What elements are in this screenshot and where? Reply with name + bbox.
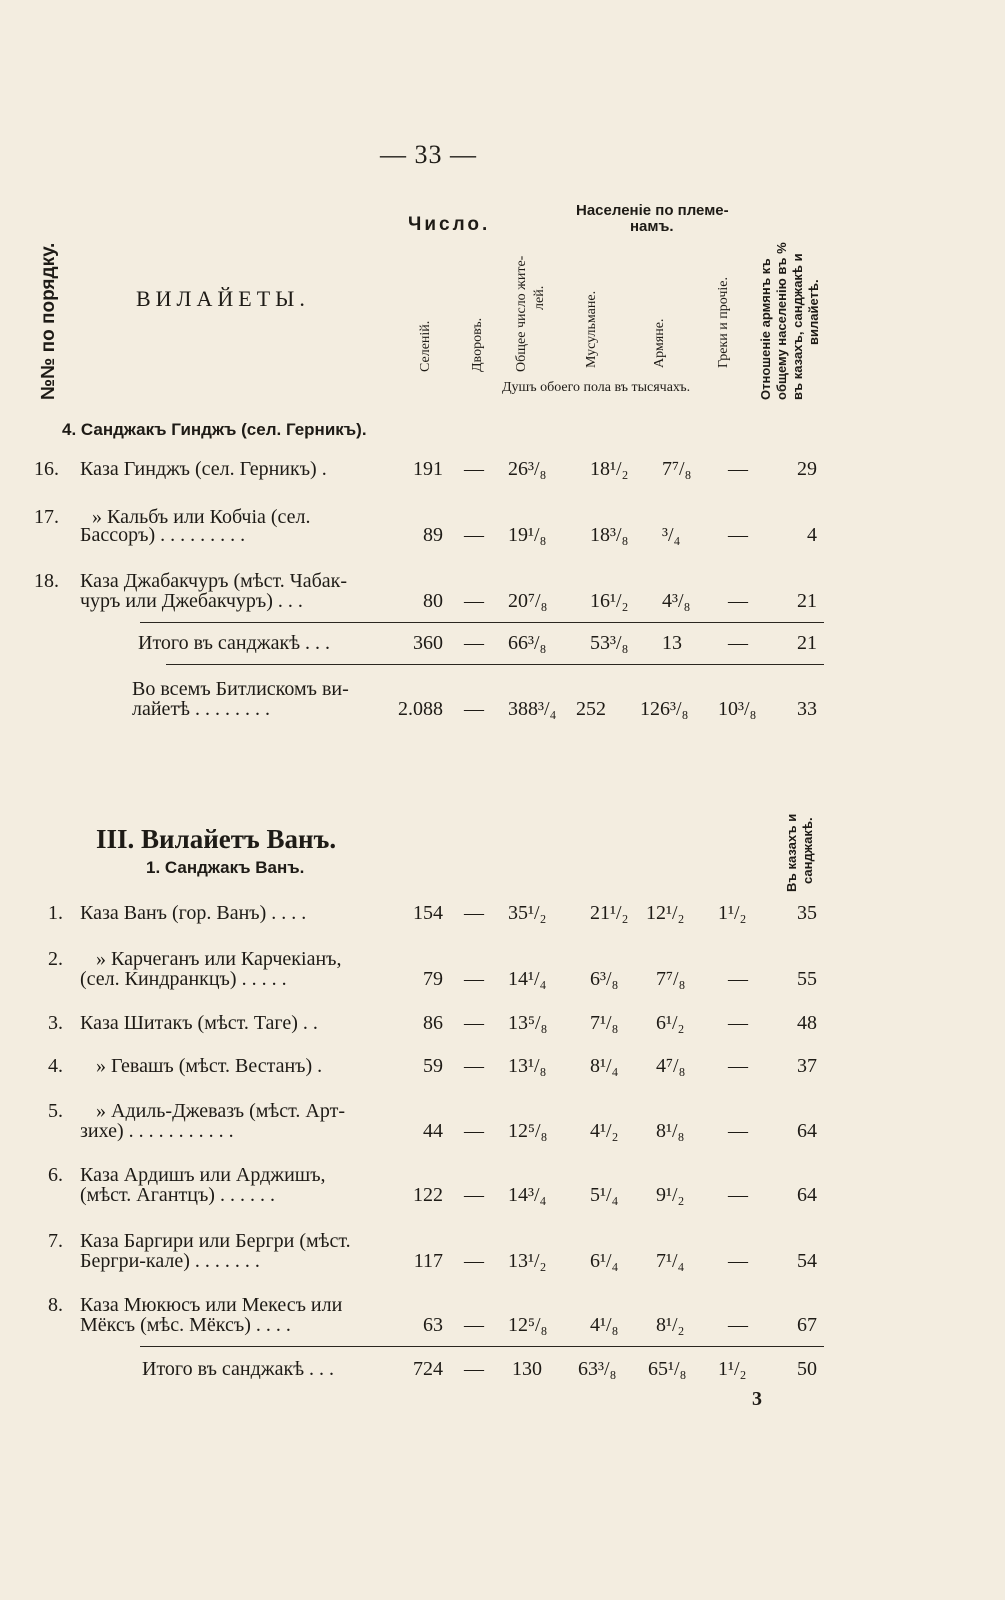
header-chislo: Число.: [408, 214, 491, 235]
cell-armyane: 7¹/₄: [656, 1250, 685, 1272]
header-obshchee: Общее число жите-: [514, 255, 529, 372]
cell-seleniy: 360: [413, 632, 443, 654]
table-row: [0, 458, 1005, 486]
cell-dvorov: —: [464, 632, 484, 654]
cell-seleniy: 44: [423, 1120, 443, 1142]
cell-greki: —: [728, 1250, 748, 1272]
row-number: 3.: [48, 1012, 63, 1034]
cell-total: 19¹/₈: [508, 524, 547, 546]
cell-percent: 21: [797, 590, 817, 612]
cell-greki: —: [728, 968, 748, 990]
cell-seleniy: 59: [423, 1055, 443, 1077]
cell-musulmane: 7¹/₈: [590, 1012, 619, 1034]
cell-seleniy: 191: [413, 458, 443, 480]
cell-dvorov: —: [464, 968, 484, 990]
cell-greki: —: [728, 632, 748, 654]
row-name: Каза Ардишъ или Арджишъ,: [80, 1164, 326, 1186]
cell-total: 12⁵/₈: [508, 1314, 548, 1336]
row-name-continued: зихе) . . . . . . . . . . .: [80, 1120, 234, 1142]
cell-total: 388³/₄: [508, 698, 557, 720]
row-number: 16.: [34, 458, 59, 480]
page-number: — 33 —: [380, 140, 477, 169]
total-label: Итого въ санджакѣ . . .: [142, 1358, 335, 1380]
cell-percent: 67: [797, 1314, 817, 1336]
cell-total: 66³/₈: [508, 632, 547, 654]
cell-percent: 54: [797, 1250, 817, 1272]
cell-musulmane: 21¹/₂: [590, 902, 629, 924]
header-dvorov: Дворовъ.: [470, 317, 485, 372]
header-naselenie: Населеніе по племе-: [576, 202, 729, 219]
header-musulmane: Мусульмане.: [584, 290, 599, 368]
cell-total: 12⁵/₈: [508, 1120, 548, 1142]
row-name: » Кальбъ или Кобчіа (сел.: [92, 506, 311, 528]
subsection-title-van: 1. Санджакъ Ванъ.: [146, 858, 305, 877]
cell-musulmane: 6³/₈: [590, 968, 619, 990]
header-otnoshenie-2: общему населенію въ %: [774, 242, 789, 400]
cell-musulmane: 4¹/₈: [590, 1314, 619, 1336]
table-row: [0, 902, 1005, 930]
divider: [140, 1346, 824, 1347]
cell-greki: —: [728, 1012, 748, 1034]
row-name: » Карчеганъ или Карчекіанъ,: [96, 948, 342, 970]
row-name-continued: чуръ или Джебакчуръ) . . .: [80, 590, 303, 612]
table-row: [0, 1314, 1005, 1342]
cell-seleniy: 724: [413, 1358, 443, 1380]
section-title-ginj: 4. Санджакъ Гинджъ (сел. Герникъ).: [62, 420, 367, 439]
row-number: 5.: [48, 1100, 63, 1122]
side-label-2: санджакѣ.: [800, 817, 815, 884]
cell-percent: 64: [797, 1184, 817, 1206]
cell-percent: 33: [797, 698, 817, 720]
cell-musulmane: 8¹/₄: [590, 1055, 619, 1077]
cell-total: 13¹/₈: [508, 1055, 547, 1077]
cell-total: 130: [512, 1358, 542, 1380]
cell-armyane: 7⁷/₈: [656, 968, 686, 990]
cell-seleniy: 2.088: [398, 698, 443, 720]
cell-armyane: ³/₄: [662, 524, 681, 546]
row-name: Каза Джабакчуръ (мѣст. Чабак-: [80, 570, 348, 592]
cell-total: 13¹/₂: [508, 1250, 547, 1272]
header-otnoshenie: Отношеніе армянъ къ: [758, 258, 773, 400]
grand-total-label-continued: лайетѣ . . . . . . . .: [132, 698, 271, 720]
cell-musulmane: 252: [576, 698, 606, 720]
cell-dvorov: —: [464, 1055, 484, 1077]
cell-total: 14¹/₄: [508, 968, 547, 990]
header-row-number: №№ по порядку.: [38, 242, 59, 400]
cell-seleniy: 80: [423, 590, 443, 612]
cell-dvorov: —: [464, 590, 484, 612]
cell-percent: 29: [797, 458, 817, 480]
cell-armyane: 4⁷/₈: [656, 1055, 686, 1077]
cell-greki: —: [728, 1184, 748, 1206]
cell-greki: —: [728, 1120, 748, 1142]
row-number: 4.: [48, 1055, 63, 1077]
cell-armyane: 13: [662, 632, 682, 654]
row-name: Каза Шитакъ (мѣст. Таге) . .: [80, 1012, 318, 1034]
row-name-continued: Мёксъ (мѣс. Мёксъ) . . . .: [80, 1314, 291, 1336]
table-row: [0, 524, 1005, 552]
cell-dvorov: —: [464, 902, 484, 924]
cell-total: 35¹/₂: [508, 902, 547, 924]
cell-greki: —: [728, 1314, 748, 1336]
cell-armyane: 7⁷/₈: [662, 458, 692, 480]
row-name-continued: Бергри-кале) . . . . . . .: [80, 1250, 260, 1272]
cell-greki: —: [728, 1055, 748, 1077]
cell-armyane: 9¹/₂: [656, 1184, 685, 1206]
cell-dvorov: —: [464, 1314, 484, 1336]
cell-greki: —: [728, 590, 748, 612]
cell-greki: —: [728, 524, 748, 546]
cell-musulmane: 18¹/₂: [590, 458, 629, 480]
cell-musulmane: 18³/₈: [590, 524, 629, 546]
cell-dvorov: —: [464, 698, 484, 720]
cell-seleniy: 117: [413, 1250, 443, 1272]
cell-percent: 55: [797, 968, 817, 990]
total-row: [0, 1358, 1005, 1386]
cell-greki: 10³/₈: [718, 698, 757, 720]
header-armyane: Армяне.: [652, 318, 667, 368]
divider: [166, 664, 824, 665]
cell-dvorov: —: [464, 458, 484, 480]
divider: [140, 622, 824, 623]
row-name: » Гевашъ (мѣст. Вестанъ) .: [96, 1055, 323, 1077]
table-row: [0, 590, 1005, 618]
table-row: [0, 1055, 1005, 1083]
cell-percent: 4: [807, 524, 817, 546]
row-name: Каза Баргири или Бергри (мѣст.: [80, 1230, 351, 1252]
row-name-continued: Бассоръ) . . . . . . . . .: [80, 524, 246, 546]
row-number: 17.: [34, 506, 59, 528]
row-number: 8.: [48, 1294, 63, 1316]
cell-dvorov: —: [464, 1012, 484, 1034]
row-number: 2.: [48, 948, 63, 970]
total-label: Итого въ санджакѣ . . .: [138, 632, 331, 654]
cell-greki: 1¹/₂: [718, 1358, 747, 1380]
header-seleniy: Селеній.: [418, 320, 433, 372]
cell-greki: 1¹/₂: [718, 902, 747, 924]
cell-total: 13⁵/₈: [508, 1012, 548, 1034]
cell-seleniy: 79: [423, 968, 443, 990]
row-name: Каза Мюкюсъ или Мекесъ или: [80, 1294, 343, 1316]
cell-total: 14³/₄: [508, 1184, 547, 1206]
total-row: [0, 632, 1005, 660]
cell-percent: 50: [797, 1358, 817, 1380]
cell-percent: 64: [797, 1120, 817, 1142]
cell-armyane: 126³/₈: [640, 698, 689, 720]
cell-armyane: 12¹/₂: [646, 902, 685, 924]
cell-total: 26³/₈: [508, 458, 547, 480]
row-number: 1.: [48, 902, 63, 924]
cell-seleniy: 89: [423, 524, 443, 546]
cell-dvorov: —: [464, 1358, 484, 1380]
header-naselenie-2: намъ.: [630, 218, 674, 235]
cell-seleniy: 63: [423, 1314, 443, 1336]
cell-seleniy: 86: [423, 1012, 443, 1034]
header-obshchee-2: лей.: [532, 285, 547, 310]
header-otnoshenie-3: въ казахъ, санджакѣ и: [790, 253, 805, 400]
side-label: Въ казахъ и: [784, 813, 799, 892]
cell-musulmane: 63³/₈: [578, 1358, 617, 1380]
cell-musulmane: 5¹/₄: [590, 1184, 619, 1206]
cell-armyane: 65¹/₈: [648, 1358, 687, 1380]
cell-seleniy: 122: [413, 1184, 443, 1206]
row-name: Каза Ванъ (гор. Ванъ) . . . .: [80, 902, 307, 924]
header-dush: Душъ обоего пола въ тысячахъ.: [502, 380, 691, 395]
cell-musulmane: 53³/₈: [590, 632, 629, 654]
cell-armyane: 8¹/₈: [656, 1120, 685, 1142]
grand-total-label: Во всемъ Битлискомъ ви-: [132, 678, 349, 700]
cell-percent: 35: [797, 902, 817, 924]
table-row: [0, 968, 1005, 996]
cell-dvorov: —: [464, 1250, 484, 1272]
signature-number: 3: [752, 1388, 762, 1410]
cell-dvorov: —: [464, 524, 484, 546]
cell-musulmane: 16¹/₂: [590, 590, 629, 612]
cell-musulmane: 4¹/₂: [590, 1120, 619, 1142]
row-number: 7.: [48, 1230, 63, 1252]
cell-percent: 48: [797, 1012, 817, 1034]
grand-total-row: [0, 698, 1005, 726]
cell-musulmane: 6¹/₄: [590, 1250, 619, 1272]
table-row: [0, 1184, 1005, 1212]
cell-dvorov: —: [464, 1120, 484, 1142]
row-number: 6.: [48, 1164, 63, 1186]
row-name: » Адиль-Джевазъ (мѣст. Арт-: [96, 1100, 345, 1122]
table-row: [0, 1250, 1005, 1278]
cell-armyane: 6¹/₂: [656, 1012, 685, 1034]
table-row: [0, 1120, 1005, 1148]
cell-armyane: 8¹/₂: [656, 1314, 685, 1336]
cell-seleniy: 154: [413, 902, 443, 924]
row-number: 18.: [34, 570, 59, 592]
table-row: [0, 1012, 1005, 1040]
cell-armyane: 4³/₈: [662, 590, 691, 612]
section-title-van: III. Вилайетъ Ванъ.: [96, 824, 337, 854]
cell-percent: 21: [797, 632, 817, 654]
cell-dvorov: —: [464, 1184, 484, 1206]
cell-total: 20⁷/₈: [508, 590, 548, 612]
row-name-continued: (сел. Киндранкцъ) . . . . .: [80, 968, 287, 990]
cell-greki: —: [728, 458, 748, 480]
header-greki: Греки и прочіе.: [716, 277, 731, 368]
cell-percent: 37: [797, 1055, 817, 1077]
row-name: Каза Гинджъ (сел. Герникъ) .: [80, 458, 327, 480]
row-name-continued: (мѣст. Агантцъ) . . . . . .: [80, 1184, 275, 1206]
header-otnoshenie-4: вилайетѣ.: [806, 279, 821, 345]
header-vilayets: ВИЛАЙЕТЫ.: [136, 286, 310, 311]
